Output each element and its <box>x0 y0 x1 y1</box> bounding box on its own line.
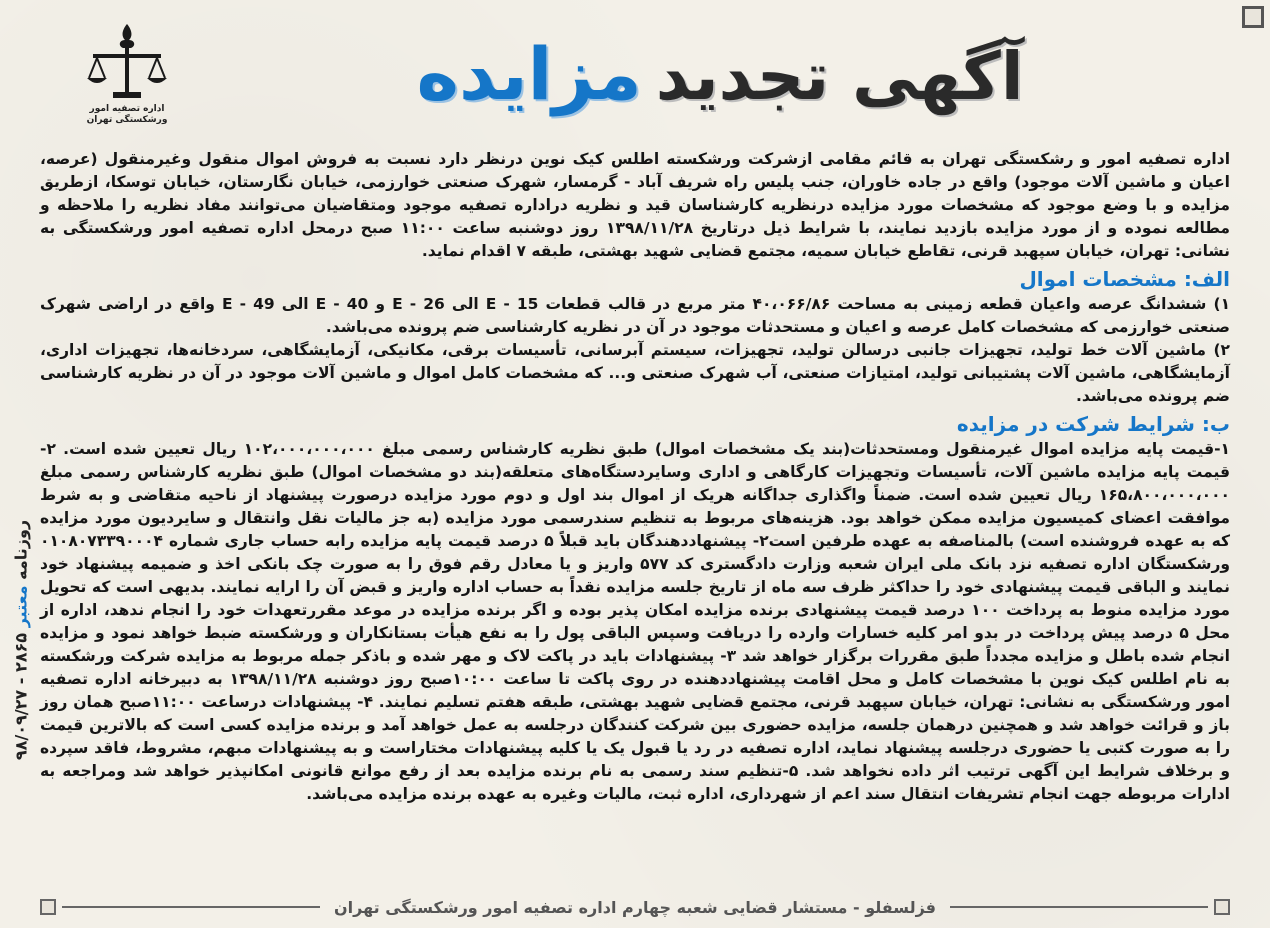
section-a-item-1: ۱) ششدانگ عرصه واعیان قطعه زمینی به مساحت ۴۰،۰۶۶/۸۶ متر مربع در قالب قطعات E - 15 الی E - 26 و E - 40 الی E - 49 واقع در اراضی شهرک صنعتی خوارزمی که مشخصات کامل عرصه و اعیان و مستحدثات موجود در آن در نظریه کارشناسی ضم پرونده می‌باشد. <box>40 295 1231 336</box>
intro-lead: اداره تصفیه امور و رشکستگی تهران <box>942 150 1231 168</box>
notice-footer <box>40 894 1230 920</box>
section-a-title: الف: مشخصات اموال <box>1019 267 1230 291</box>
side-stamp-accent: معتبر <box>11 585 31 628</box>
title-main: آگهی تجدید <box>655 38 1024 115</box>
notice-header <box>40 18 1230 133</box>
section-a-item-2: ۲) ماشین آلات خط تولید، تجهیزات جانبی درسالن تولید، تجهیزات، سیستم آبرسانی، تأسیسات برقی، مکانیکی، آزمایشگاهی، سردخانه‌ها، تجهیزات اداری، آزمایشگاهی، ماشین آلات پشتیبانی تولید، امتیازات صنعتی، آب شهرک صنعتی و... که مشخصات کامل اموال و ماشین آلات موجود در آن در نظریه کارشناسی ضم پرونده می‌باشد. <box>40 341 1230 405</box>
section-b-title: ب: شرایط شرکت در مزایده <box>956 412 1230 436</box>
judiciary-emblem <box>72 22 182 134</box>
notice-body <box>40 148 1230 806</box>
side-newspaper-stamp <box>6 430 36 850</box>
side-stamp-prefix: روزنامه <box>11 519 31 580</box>
intro-text: به قائم مقامی ازشرکت ورشکسته اطلس کیک نوین درنظر دارد نسبت به فروش اموال منقول وغیرمنقول (عرصه، اعیان و ماشین آلات موجود) واقع در جاده خاوران، جنب پلیس راه شریف آباد - گرمسار، شهرک صنعتی خوارزمی، خیابان نگارستان، خیابان توسکا، ازطریق مزایده و با وضع موجود که مشخصات مورد مزایده درنظریه کارشناسان قید و نظریه دراداره تصفیه موجود ومتقاضیان می‌توانند مفاد نظریه را ملاحظه و مطالعه نموده و از مورد مزایده بازدید نمایند، با شرایط ذیل درتاریخ ۱۳۹۸/۱۱/۲۸ روز دوشنبه ساعت ۱۱:۰۰ صبح درمحل اداره تصفیه امور ورشکستگی به نشانی: تهران، خیابان سپهبد قرنی، تقاطع خیابان سمیه، مجتمع قضایی شهید بهشتی، طبقه ۷ اقدام نماید. <box>40 150 1230 260</box>
intro-paragraph <box>40 148 1230 263</box>
emblem-caption: اداره تصفیه امور ورشکستگی تهران <box>86 104 168 125</box>
footer-box-left <box>40 899 56 915</box>
footer-signature: فزلسفلو - مستشار قضایی شعبه چهارم اداره تصفیه امور ورشکستگی تهران <box>334 897 936 917</box>
section-b-text: ۱-قیمت پایه مزایده اموال غیرمنقول ومستحدثات(بند یک مشخصات اموال) طبق نظریه کارشناس رسمی مبلغ ۱۰۲،۰۰۰،۰۰۰،۰۰۰ ریال تعیین شده است. ۲-قیمت پایه مزایده ماشین آلات، تأسیسات وتجهیزات کارگاهی و اداری وسایردستگاه‌های متعلقه(بند دو مشخصات اموال) طبق نظریه کارشناس رسمی مبلغ ۱۶۵،۸۰۰،۰۰۰،۰۰۰ ریال تعیین شده است. ضمناً واگذاری جداگانه هریک از اموال بند اول و دوم مورد مزایده درصورت پیشنهاد از ناحیه متقاضی و به شرط موافقت اعضای کمیسیون مزایده ممکن خواهد بود. هزینه‌های مربوط به تنظیم سندرسمی مورد مزایده (به جز مالیات نقل وانتقال و سایردیون مورد مزایده که به عهده فروشنده است) بالمناصفه به عهده طرفین است۲- پیشنهاددهندگان باید قبلاً ۵ درصد قیمت پایه مزایده رابه حساب جاری شماره ۰۱۰۸۰۷۳۳۹۰۰۰۴ ورشکستگان اداره تصفیه نزد بانک ملی ایران شعبه وزارت دادگستری کد ۵۷۷ واریز و یا معادل رقم فوق را به صورت چک بانکی اخذ و ضمیمه پیشنهاد خود نمایند و الباقی قیمت پیشنهادی خود را حداکثر ظرف سه ماه از تاریخ جلسه مزایده نقداً به حساب اداره واریز و قبض آن را ارایه نمایند. بدیهی است که تحویل مورد مزایده منوط به پرداخت ۱۰۰ درصد قیمت پیشنهادی برنده مزایده امکان پذیر بوده و اگر برنده مزایده در موعد مقررتعهدات خود را انجام ندهد، اداره از محل ۵ درصد پیش پرداخت در بدو امر کلیه خسارات وارده را دریافت وسپس الباقی پول را به نفع هیأت بستانکاران و ورشکسته ضبط خواهد نمود و مزایده انجام شده باطل و مزایده مجدداً طبق مقررات برگزار خواهد شد ۳- پیشنهادات باید در پاکت لاک و مهر شده و باذکر جمله مربوط به مزایده شرکت ورشکسته به نام اطلس کیک نوین با مشخصات کامل و محل اقامت پیشنهاددهنده در روی پاکت تا ساعت ۱۰:۰۰صبح روز دوشنبه ۱۳۹۸/۱۱/۲۸ به دبیرخانه اداره تصفیه امور ورشکستگی به نشانی: تهران، خیابان سپهبد قرنی، مجتمع قضایی شهید بهشتی، طبقه هفتم تسلیم نمایند. ۴- پیشنهادات درساعت ۱۱:۰۰صبح همان روز باز و قرائت خواهد شد و همچنین درهمان جلسه، مزایده حضوری بین شرکت کنندگان درجلسه به عمل خواهد آمد و برنده مزایده کسی است که بالاترین قیمت را به صورت کتبی یا حضوری درجلسه پیشنهاد نماید، اداره تصفیه در رد یا قبول یک یا کلیه پیشنهادات مختاراست و به پیشنهادات مبهم، مشروط، فاقد سپرده و برخلاف شرایط این آگهی ترتیب اثر داده نخواهد شد. ۵-تنظیم سند رسمی به نام برنده مزایده بعد از رفع موانع قانونی امکانپذیر خواهد شد ومراجعه به ادارات مربوطه جهت انجام تشریفات انتقال سند اعم از شهرداری، اداره ثبت، مالیات وغیره به عهده برنده مزایده می‌باشد. <box>40 440 1231 803</box>
title-accent: مزایده <box>416 32 642 116</box>
notice-title <box>400 32 1040 132</box>
footer-line-left <box>62 906 320 908</box>
judiciary-scales-emblem-icon <box>85 22 169 102</box>
side-stamp-suffix: ۲۸۶۵ - ۹۸/۰۹/۲۷ <box>11 632 31 761</box>
corner-checkbox-mark <box>1242 6 1264 28</box>
side-stamp-text <box>12 520 31 760</box>
footer-box-right <box>1214 899 1230 915</box>
footer-line-right <box>950 906 1208 908</box>
